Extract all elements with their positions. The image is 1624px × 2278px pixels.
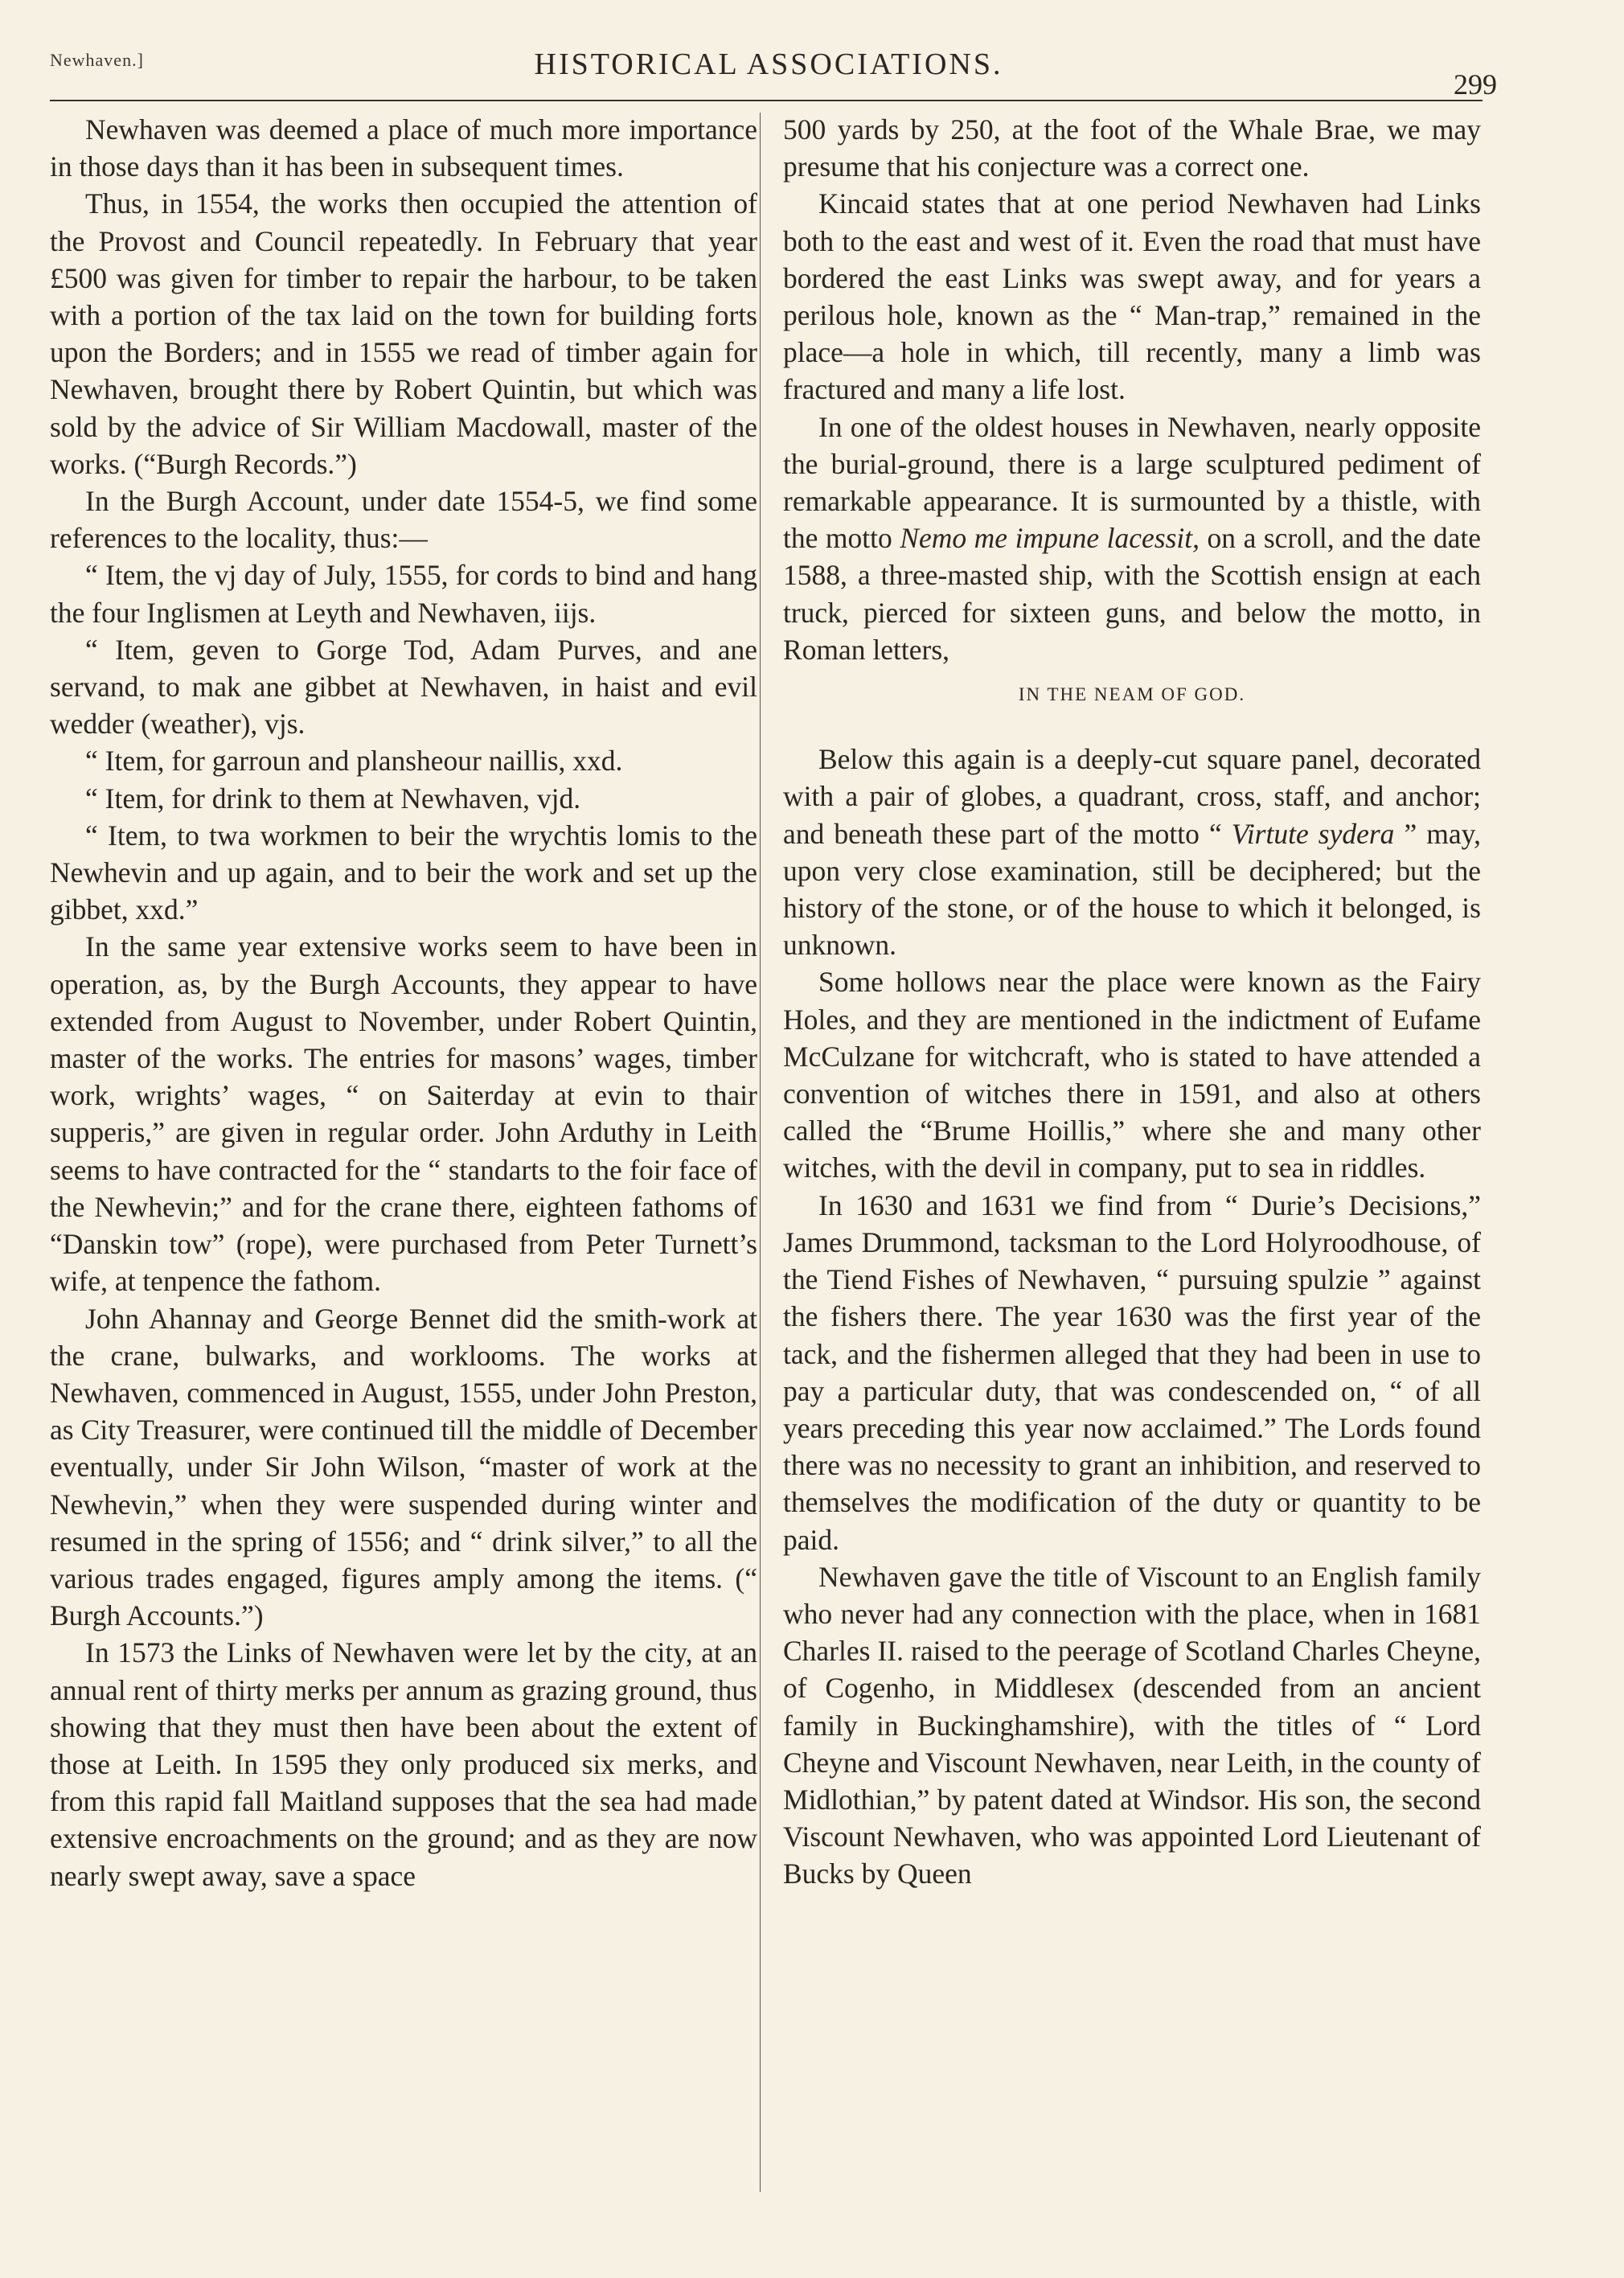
text-run: on a scroll, and the date 1588, a three-masted ship, with the Scottish ensign at each truck, pierced for sixteen guns, and below the motto, in Roman letters, <box>783 522 1481 666</box>
paragraph: “ Item, for garroun and plansheour naillis, xxd. <box>85 745 623 778</box>
paragraph: Thus, in 1554, the works then occupied the attention of the Provost and Council repeatedly. In February that year £500 was given for timber to repair the harbour, to be taken with a portion of the tax laid on the town for building forts upon the Borders; and in 1555 we read of timber again for Newhaven, brought there by Robert Quintin, but which was sold by the advice of Sir William Macdowall, master of the works. (“Burgh Records.”) <box>50 187 757 480</box>
header-rule <box>50 100 1483 101</box>
paragraph: “ Item, geven to Gorge Tod, Adam Purves, and ane servand, to mak ane gibbet at Newhaven, in haist and evil wedder (weather), vjs. <box>50 633 757 741</box>
running-head-section: Newhaven.] <box>50 50 144 70</box>
paragraph: 500 yards by 250, at the foot of the Whale Brae, we may presume that his conjecture was a correct one. <box>783 113 1481 183</box>
text-run: ” may, upon very close examination, still be deciphered; but the history of the stone, or of the house to which it belonged, is unknown. <box>783 817 1481 962</box>
running-head-title: HISTORICAL ASSOCIATIONS. <box>534 47 1003 81</box>
paragraph: “ Item, for drink to them at Newhaven, vjd. <box>85 782 581 815</box>
right-column <box>783 111 1481 1893</box>
paragraph: “ Item, to twa workmen to beir the wrychtis lomis to the Newhevin and up again, and to beir the work and set up the gibbet, xxd.” <box>50 819 757 926</box>
text-run: Below this again is a deeply-cut square panel, decorated with a pair of globes, a quadrant, cross, staff, and anchor; and beneath these part of the motto “ <box>783 743 1481 850</box>
inscription: IN THE NEAM OF GOD. <box>1018 684 1246 705</box>
motto-text: Virtute sydera <box>1231 817 1395 850</box>
paragraph: Kincaid states that at one period Newhaven had Links both to the east and west of it. Even the road that must have bordered the east Links was swept away, and for years a perilous hole, known as the “ Man-trap,” remained in the place—a hole in which, till recently, many a limb was fractured and many a life lost. <box>783 187 1481 406</box>
paragraph: Some hollows near the place were known as the Fairy Holes, and they are mentioned in the indictment of Eufame McCulzane for witchcraft, who is stated to have attended a convention of witches there in 1591, and also at others called the “Brume Hoillis,” where she and many other witches, with the devil in company, put to sea in riddles. <box>783 966 1481 1184</box>
column-divider <box>760 113 761 2192</box>
left-column <box>50 111 757 1894</box>
paragraph: Newhaven gave the title of Viscount to an English family who never had any connection with the place, when in 1681 Charles II. raised to the peerage of Scotland Charles Cheyne, of Cogenho, in Middlesex (descended from an ancient family in Buckinghamshire), with the titles of “ Lord Cheyne and Viscount Newhaven, near Leith, in the county of Midlothian,” by patent dated at Windsor. His son, the second Viscount Newhaven, who was appointed Lord Lieutenant of Bucks by Queen <box>783 1560 1481 1890</box>
page-number: 299 <box>1454 68 1497 101</box>
paragraph: In the same year extensive works seem to have been in operation, as, by the Burgh Accounts, they appear to have extended from August to November, under Robert Quintin, master of the works. The entries for masons’ wages, timber work, wrights’ wages, “ on Saiterday at evin to thair supperis,” are given in regular order. John Arduthy in Leith seems to have contracted for the “ standarts to the foir face of the Newhevin;” and for the crane there, eighteen fathoms of “Danskin tow” (rope), were purchased from Peter Turnett’s wife, at tenpence the fathom. <box>50 930 757 1298</box>
paragraph: “ Item, the vj day of July, 1555, for cords to bind and hang the four Inglismen at Leyth and Newhaven, iijs. <box>50 559 757 629</box>
paragraph: In 1630 and 1631 we find from “ Durie’s Decisions,” James Drummond, tacksman to the Lord Holyroodhouse, of the Tiend Fishes of Newhaven, “ pursuing spulzie ” against the fishers there. The year 1630 was the first year of the tack, and the fishermen alleged that they had been in use to pay a particular duty, that was condescended on, “ of all years preceding this year now acclaimed.” The Lords found there was no necessity to grant an inhibition, and reserved to themselves the modification of the duty or quantity to be paid. <box>783 1188 1481 1556</box>
motto-text: Nemo me impune lacessit, <box>900 522 1200 555</box>
paragraph <box>783 408 1481 668</box>
paragraph: Newhaven was deemed a place of much more importance in those days than it has been in subsequent times. <box>50 113 757 183</box>
paragraph: In 1573 the Links of Newhaven were let by the city, at an annual rent of thirty merks per annum as grazing ground, thus showing that they must then have been about the extent of those at Leith. In 1595 they only produced six merks, and from this rapid fall Maitland supposes that the sea had made extensive encroachments on the ground; and as they are now nearly swept away, save a space <box>50 1636 757 1892</box>
paragraph: John Ahannay and George Bennet did the smith-work at the crane, bulwarks, and worklooms. The works at Newhaven, commenced in August, 1555, under John Preston, as City Treasurer, were continued till the middle of December eventually, under Sir John Wilson, “master of work at the Newhevin,” when they were suspended during winter and resumed in the spring of 1556; and “ drink silver,” to all the various trades engaged, figures amply among the items. (“ Burgh Accounts.”) <box>50 1302 757 1632</box>
paragraph: In the Burgh Account, under date 1554-5, we find some references to the locality, thus:— <box>50 485 757 555</box>
paragraph <box>783 741 1481 963</box>
running-head <box>50 47 1497 101</box>
text-run: In one of the oldest houses in Newhaven, nearly opposite the burial-ground, there is a large sculptured pediment of remarkable appearance. It is surmounted by a thistle, with the motto <box>783 410 1481 555</box>
